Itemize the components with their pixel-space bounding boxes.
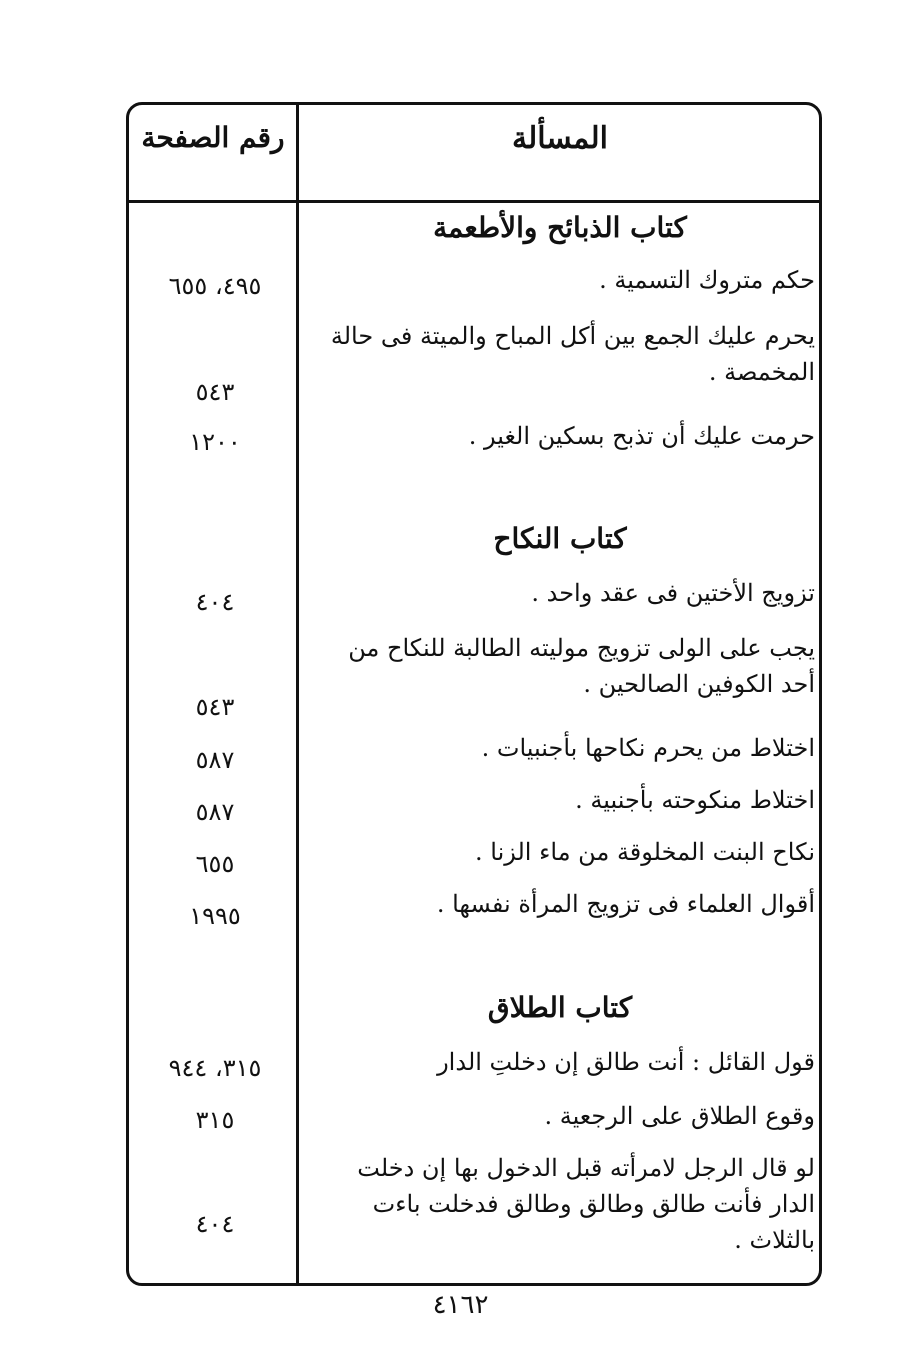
entry-page-number: ١٢٠٠ [189, 428, 241, 456]
header-page-number-label: رقم الصفحة [141, 121, 285, 154]
section-title: كتاب الذبائح والأطعمة [433, 211, 687, 244]
entry-page-number: ٤٠٤ [195, 1210, 235, 1238]
entry-page-number: ١٩٩٥ [189, 902, 241, 930]
entry-page-number: ٥٨٧ [195, 798, 235, 826]
section-title: كتاب الطلاق [487, 991, 633, 1024]
entry-page-number: ٥٤٣ [195, 378, 235, 406]
entry-page-number: ٤٠٤ [195, 588, 235, 616]
entry-text: يجب على الولى تزويج موليته الطالبة للنكاح من أحد الكوفين الصالحين . [348, 634, 815, 698]
section-title: كتاب النكاح [493, 522, 627, 555]
entry-text: نكاح البنت المخلوقة من ماء الزنا . [475, 838, 815, 866]
entry-text: اختلاط من يحرم نكاحها بأجنبيات . [481, 734, 815, 762]
entry-text: حكم متروك التسمية . [599, 266, 815, 294]
footer-page-number: ٤١٦٢ [432, 1290, 489, 1320]
entry-text: أقوال العلماء فى تزويج المرأة نفسها . [436, 890, 815, 918]
entry-page-number: ٦٥٥ [195, 850, 235, 878]
entry-page-number: ٣١٥، ٩٤٤ [168, 1054, 262, 1082]
entry-text: قول القائل : أنت طالق إن دخلتِ الدار [437, 1048, 815, 1076]
entry-text: لو قال الرجل لامرأته قبل الدخول بها إن دخلت الدار فأنت طالق وطالق وطالق فدخلت باءت بالثلاث . [357, 1154, 815, 1254]
header-issue-label: المسألة [512, 121, 608, 156]
entry-text: يحرم عليك الجمع بين أكل المباح والميتة فى حالة المخمصة . [330, 322, 815, 386]
entry-page-number: ٣١٥ [195, 1106, 235, 1134]
entry-page-number: ٤٩٥، ٦٥٥ [168, 272, 262, 300]
entry-text: وقوع الطلاق على الرجعية . [544, 1102, 815, 1130]
entry-text: اختلاط منكوحته بأجنبية . [575, 786, 815, 814]
entry-text: تزويج الأختين فى عقد واحد . [531, 579, 815, 607]
entry-page-number: ٥٤٣ [195, 693, 235, 721]
entry-page-number: ٥٨٧ [195, 746, 235, 774]
header-divider [126, 200, 822, 203]
column-divider [296, 102, 299, 1286]
entry-text: حرمت عليك أن تذبح بسكين الغير . [468, 422, 815, 450]
